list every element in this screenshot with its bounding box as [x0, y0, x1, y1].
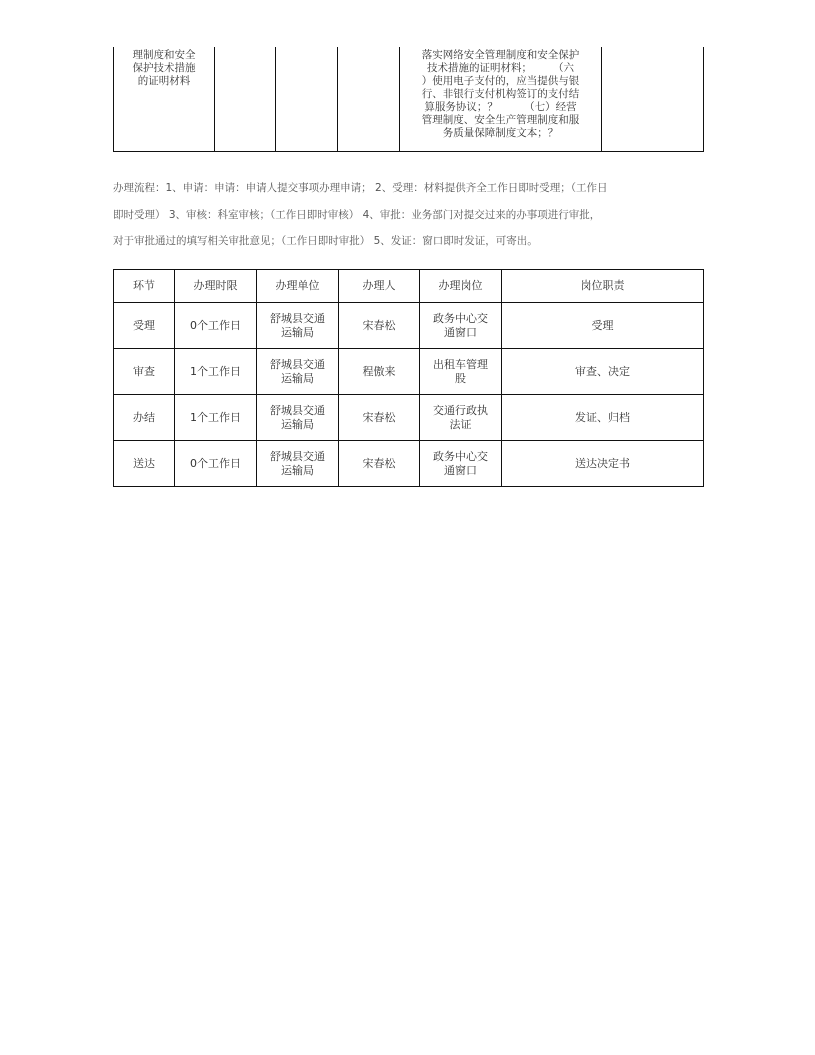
- process-line: 对于审批通过的填写相关审批意见；（工作日即时审批） 5、发证：窗口即时发证，可寄出。: [113, 235, 538, 247]
- position-text: 出租车管理股: [433, 357, 488, 385]
- time-limit-cell: 1个工作日: [175, 395, 257, 441]
- step-cell: 办结: [114, 395, 175, 441]
- unit-text: 舒城县交通运输局: [270, 311, 325, 339]
- duty-cell: 受理: [502, 303, 704, 349]
- table-row: [114, 349, 704, 395]
- header-position: 办理岗位: [420, 270, 502, 303]
- unit-cell: [257, 349, 339, 395]
- handler-cell: 宋春松: [339, 441, 420, 487]
- cell-text-line: 务质量保障制度文本；？: [442, 127, 559, 139]
- position-cell: [420, 349, 502, 395]
- unit-text: 舒城县交通运输局: [270, 357, 325, 385]
- cell-text-line: 算服务协议；？ （七）经营: [424, 101, 577, 113]
- time-limit-cell: 1个工作日: [175, 349, 257, 395]
- process-steps-table: [113, 269, 704, 487]
- unit-text: 舒城县交通运输局: [270, 449, 325, 477]
- table-row: [114, 395, 704, 441]
- duty-cell: 送达决定书: [502, 441, 704, 487]
- process-description: [113, 175, 703, 255]
- cell-text-line: 理制度和安全: [132, 49, 196, 61]
- handler-cell: 宋春松: [339, 303, 420, 349]
- cell-text-line: 的证明材料: [137, 75, 191, 87]
- empty-cell: [215, 47, 276, 152]
- empty-cell: [338, 47, 400, 152]
- cell-text-line: 行、非银行支付机构签订的支付结: [421, 88, 580, 100]
- material-name-cell: [114, 47, 215, 152]
- process-line: 办理流程：1、申请：申请：申请人提交事项办理申请； 2、受理：材料提供齐全工作日即时受理；（工作日: [113, 182, 608, 194]
- header-unit: 办理单位: [257, 270, 339, 303]
- position-text: 政务中心交通窗口: [433, 449, 488, 477]
- position-text: 政务中心交通窗口: [433, 311, 488, 339]
- position-cell: [420, 303, 502, 349]
- step-cell: 受理: [114, 303, 175, 349]
- unit-text: 舒城县交通运输局: [270, 403, 325, 431]
- header-time-limit: 办理时限: [175, 270, 257, 303]
- unit-cell: [257, 395, 339, 441]
- materials-table-continuation: [113, 47, 704, 152]
- handler-cell: 宋春松: [339, 395, 420, 441]
- cell-text-line: 落实网络安全管理制度和安全保护: [421, 49, 580, 61]
- empty-cell: [276, 47, 338, 152]
- table-row: [114, 441, 704, 487]
- header-handler: 办理人: [339, 270, 420, 303]
- position-cell: [420, 395, 502, 441]
- empty-cell: [602, 47, 704, 152]
- table-header-row: [114, 270, 704, 303]
- unit-cell: [257, 441, 339, 487]
- header-duty: 岗位职责: [502, 270, 704, 303]
- material-requirement-cell: [400, 47, 602, 152]
- table-row: [114, 47, 704, 152]
- cell-text-line: 管理制度、安全生产管理制度和服: [421, 114, 580, 126]
- handler-cell: 程傲来: [339, 349, 420, 395]
- time-limit-cell: 0个工作日: [175, 441, 257, 487]
- table-row: [114, 303, 704, 349]
- step-cell: 审查: [114, 349, 175, 395]
- position-cell: [420, 441, 502, 487]
- time-limit-cell: 0个工作日: [175, 303, 257, 349]
- step-cell: 送达: [114, 441, 175, 487]
- process-line: 即时受理） 3、审核：科室审核；（工作日即时审核） 4、审批：业务部门对提交过来的办事项进行审批，: [113, 208, 601, 221]
- duty-cell: 审查、决定: [502, 349, 704, 395]
- header-step: 环节: [114, 270, 175, 303]
- cell-text-line: 技术措施的证明材料； （六: [427, 62, 574, 74]
- cell-text-line: ）使用电子支付的，应当提供与银: [421, 75, 580, 87]
- duty-cell: 发证、归档: [502, 395, 704, 441]
- unit-cell: [257, 303, 339, 349]
- cell-text-line: 保护技术措施: [132, 62, 196, 74]
- position-text: 交通行政执法证: [433, 403, 488, 431]
